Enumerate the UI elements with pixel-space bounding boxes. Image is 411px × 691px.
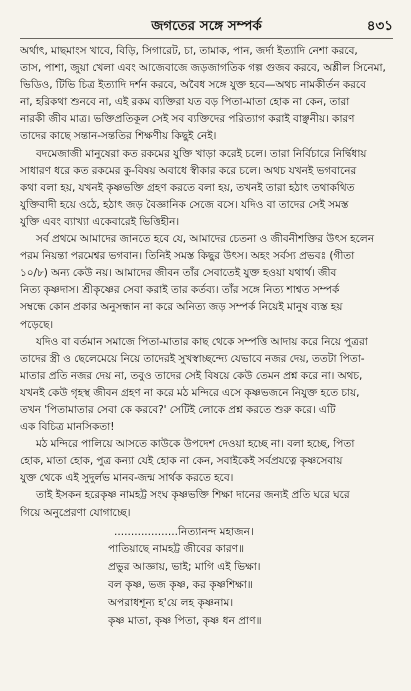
text-line: মাতার প্রতি নজর দেয় না, তবুও তাদের সেই বিষয়ে কেউ তেমন প্রশ্ন করে না। অথচ, — [20, 369, 363, 382]
text-line: কথা বলা হয়, যখনই কৃষ্ণভক্তি গ্রহণ করতে বলা হয়, তখনই তারা হঠাৎ তথাকথিত — [20, 181, 355, 194]
text-line: মঠ মন্দিরে পালিয়ে আসতে কাউকে উপদেশ দেওয়া হচ্ছে না। বলা হচ্ছে, পিতা — [36, 438, 355, 451]
text-line: যখনই কেউ গৃহস্থ জীবন গ্রহণ না করে মঠ মন্দিরে এসে কৃষ্ণভজনে নিযুক্ত হতে চায়, — [20, 386, 360, 399]
text-line: যুক্ত থেকে এই সুদুর্লভ মানব-জন্ম সার্থক করতে হবে। — [20, 472, 234, 485]
verse-line: বল কৃষ্ণ, ভজ কৃষ্ণ, কর কৃষ্ণশিক্ষা॥ — [108, 579, 253, 592]
text-line: নারকী জীব মাত্র। ভক্তিপ্রতিকূল সেই সব ব্যক্তিদের পরিত্যাগ করাই বাঞ্ছনীয়। কারণ — [20, 113, 355, 126]
text-line: সর্ব প্রথমে আমাদের জানতে হবে যে, আমাদের চেতনা ও জীবনীশক্তির উৎস হলেন — [36, 233, 374, 246]
text-line: ১০/৮) অন্য কেউ নয়। আমাদের জীবন তাঁর সেবাতেই যুক্ত হওয়া যথার্থ। জীব — [20, 267, 337, 280]
running-title: জগতের সঙ্গে সম্পর্ক — [151, 18, 262, 34]
body-text — [20, 43, 393, 522]
text-line: হোক, মাতা হোক, পুত্র কন্যা যেই হোক না কেন, সবাইকেই সর্বপ্রযত্নে কৃষ্ণসেবায় — [20, 455, 343, 468]
text-line: বদমেজাজী মানুষেরা কত রকমের যুক্তি খাড়া করেই চলে। তারা নির্বিচারে নির্দ্বিধায় — [36, 147, 367, 160]
text-line: তাস, পাশা, জুয়া খেলা এবং আজেবাজে জড়জাগতিক গল্প গুজব করবে, অশ্লীল সিনেমা, — [20, 62, 386, 75]
page-header — [20, 12, 393, 39]
text-line: তাদের কাছে সন্তান-সন্ততির শিক্ষণীয় কিছুই নেই। — [20, 130, 217, 143]
text-line: গিয়ে অনুপ্রেরণা যোগাচ্ছে। — [20, 506, 131, 519]
text-line: যুক্তি এবং ব্যাখ্যা একেবারেই ভিত্তিহীন। — [20, 215, 180, 228]
text-line: পড়েছে। — [20, 318, 54, 331]
text-line: না, হরিকথা শুনবে না, এই রকম ব্যক্তিরা যত বড় পিতা-মাতা হোক না কেন, তারা — [20, 96, 350, 109]
text-line: নিত্য কৃষ্ণদাস। শ্রীকৃষ্ণের সেবা করাই তার কর্তব্য। তাঁর সঙ্গে নিত্য শাশ্বত সম্পর্ক — [20, 284, 340, 297]
text-line: যুক্তিবাদী হয়ে ওঠে, হঠাৎ জড় বৈজ্ঞানিক সেজে বসে। যদিও বা তাদের সেই সমস্ত — [20, 198, 349, 211]
verse-line: অপরাধশূন্য হ'য়ে লহ কৃষ্ণনাম। — [108, 596, 234, 609]
text-line: তখন 'পিতামাতার সেবা কে করবে?' সেটিই লোকে প্রশ্ন করতে শুরু করে। এটি — [20, 403, 336, 416]
page-number: ৪৩১ — [366, 18, 393, 34]
text-line: তাদের স্ত্রী ও ছেলেমেয়ে নিয়ে তাদেরই সুখস্বাচ্ছন্দ্যে যেভাবে নজর দেয়, ততটা পিতা- — [20, 352, 365, 365]
text-line: যদিও বা বর্তমান সমাজে পিতা-মাতার কাছ থেকে সম্পত্তি আদায় করে নিয়ে পুত্ররা — [36, 335, 368, 348]
text-line: ভিডিও, টিভি চিত্র ইত্যাদি দর্শন করবে, অবৈধ সঙ্গে যুক্ত হবে—অথচ নামকীর্তন করবে — [20, 79, 366, 92]
verse-line: প্রভুর আজ্ঞায়, ভাই; মাগি এই ভিক্ষা। — [108, 561, 261, 574]
text-line: সম্বন্ধে কোন প্রকার অনুসন্ধান না করে অনিত্য জড় সম্পর্ক নিয়েই মানুষ ব্যস্ত হয় — [20, 301, 343, 314]
verse-block — [20, 524, 393, 631]
verse-line: পাতিয়াছে নামহট্ট জীবের কারণ॥ — [108, 543, 245, 556]
text-line: এক বিচিত্র মানসিকতা! — [20, 421, 115, 434]
text-line: তাই ইসকন হরেকৃষ্ণ নামহট্ট সংঘ কৃষ্ণভক্তি শিক্ষা দানের জন্যই প্রতি ঘরে ঘরে — [36, 489, 350, 502]
text-line: অর্থাৎ, মাছমাংস খাবে, বিড়ি, সিগারেট, চা, তামাক, পান, জর্দা ইত্যাদি নেশা করবে, — [20, 45, 358, 57]
text-line: পরম নিয়ন্তা পরমেশ্বর ভগবান। তিনিই সমস্ত কিছুর উৎস। অহং সর্বস্য প্রভবঃ (গীতা — [20, 250, 355, 263]
verse-line: কৃষ্ণ মাতা, কৃষ্ণ পিতা, কৃষ্ণ ধন প্রাণ॥ — [108, 614, 262, 627]
verse-line: ...................নিত্যানন্দ মহাজন। — [114, 525, 254, 538]
text-line: সাধারণ ধরে কত রকমের কু-বিষয় অবাধে স্বীকার করে চলে। অথচ যখনই ভগবানের — [20, 164, 357, 177]
